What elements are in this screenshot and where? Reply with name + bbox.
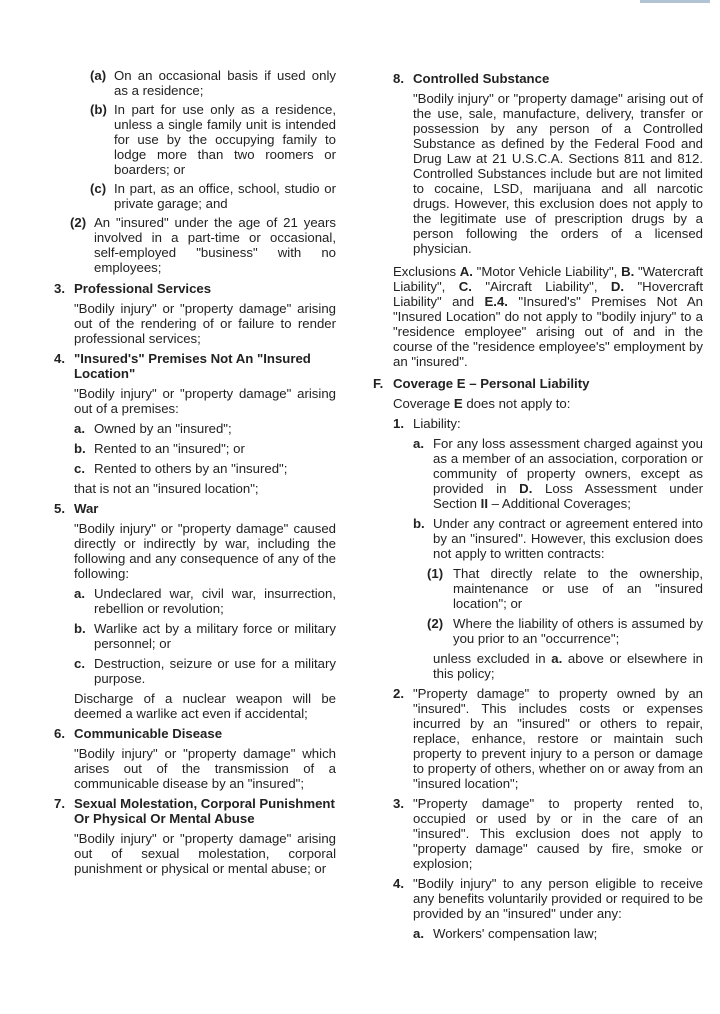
list-item xyxy=(413,436,703,511)
ref: E xyxy=(453,396,463,411)
list-item xyxy=(413,926,703,941)
section-4-body: "Bodily injury" or "property damage" arising out of a premises: xyxy=(74,386,336,416)
section-5-body: "Bodily injury" or "property damage" caused directly or indirectly by war, including the following and any consequence of any of the following: xyxy=(74,521,336,581)
section-number: 4. xyxy=(54,351,65,366)
section-title: Controlled Substance xyxy=(413,71,550,86)
text: – Additional Coverages; xyxy=(487,496,631,511)
list-text xyxy=(433,436,703,511)
section-6-body: "Bodily injury" or "property damage" which arises out of the transmission of a communicable disease by an "insured"; xyxy=(74,746,336,791)
header-rule xyxy=(640,0,710,3)
list-item xyxy=(74,621,336,651)
list-label: b. xyxy=(74,441,86,456)
subitem-text: In part for use only as a residence, unless a single family unit is intended for use by the occupying family to lodge more than two roomers or boarders; or xyxy=(114,102,336,177)
exclusions-paragraph xyxy=(393,264,703,369)
text: "Watercraft Liability", xyxy=(393,264,703,294)
item-text: "Property damage" to property owned by an "insured". This includes costs or expenses incurred by an "insured" or others to repair, replace, enhance, restore or maintain such property to prevent injury to a person or damage to property of others, whether on or away from an "insured location"; xyxy=(413,686,703,791)
text: Exclusions xyxy=(393,264,460,279)
list-text: Workers' compensation law; xyxy=(433,926,598,941)
list-item xyxy=(74,461,336,476)
list-label: b. xyxy=(413,516,425,531)
ref: a. xyxy=(551,651,563,666)
list-item xyxy=(74,656,336,686)
section-5-tail: Discharge of a nuclear weapon will be deemed a warlike act even if accidental; xyxy=(74,691,336,721)
list-text: Rented to others by an "insured"; xyxy=(94,461,288,476)
section-3-body: "Bodily injury" or "property damage" arising out of the rendering of or failure to render professional services; xyxy=(74,301,336,346)
section-title: Professional Services xyxy=(74,281,212,296)
section-8-heading xyxy=(393,71,703,86)
text: unless excluded in xyxy=(433,651,552,666)
ref: II xyxy=(480,496,488,511)
list-label: b. xyxy=(74,621,86,636)
section-title: Sexual Molestation, Corporal Punishment Or Physical Or Mental Abuse xyxy=(74,796,335,826)
liability-item-4 xyxy=(393,876,703,921)
subitem-text: In part, as an office, school, studio or private garage; and xyxy=(114,181,336,211)
list-label: a. xyxy=(413,926,424,941)
item-label: (2) xyxy=(70,215,87,230)
right-column xyxy=(373,68,703,946)
list-text: Rented to an "insured"; or xyxy=(94,441,245,456)
ref: D. xyxy=(519,481,533,496)
section-6-heading xyxy=(54,726,336,741)
text: "Aircraft Liability", xyxy=(471,279,611,294)
section-5-list xyxy=(74,586,336,686)
section-title: Communicable Disease xyxy=(74,726,223,741)
list-subitem xyxy=(427,566,703,611)
section-number: 5. xyxy=(54,501,65,516)
text: above or elsewhere in this policy; xyxy=(433,651,704,681)
section-4-list xyxy=(74,421,336,476)
ref: B. xyxy=(621,264,635,279)
subitem-b xyxy=(90,102,336,177)
section-8-body: "Bodily injury" or "property damage" arising out of the use, sale, manufacture, delivery, transfer or possession by any person of a Controlled Substance as defined by the Federal Food and Drug Law at 21 U.S.C.A. Sections 811 and 812. Controlled Substances include but are not limited to cocaine, LSD, marijuana and all narcotic drugs. However, this exclusion does not apply to the legitimate use of prescription drugs by a person following the orders of a licensed physician. xyxy=(413,91,703,256)
ref: D. xyxy=(610,279,625,294)
section-number: F. xyxy=(373,376,384,391)
text: does not apply to: xyxy=(462,396,571,411)
list-label: c. xyxy=(74,656,85,671)
ref: A. xyxy=(459,264,473,279)
ref: E.4. xyxy=(484,294,508,309)
list-label: a. xyxy=(74,421,85,436)
section-number: 3. xyxy=(54,281,65,296)
item-text: "Property damage" to property rented to, occupied or used by or in the care of an "insured". This exclusion does not apply to "property damage" caused by fire, smoke or explosion; xyxy=(413,796,703,871)
section-5-heading xyxy=(54,501,336,516)
section-number: 7. xyxy=(54,796,65,811)
item-number: 2. xyxy=(393,686,404,701)
list-text: Warlike act by a military force or military personnel; or xyxy=(94,621,336,651)
text: Coverage xyxy=(393,396,454,411)
section-number: 6. xyxy=(54,726,65,741)
item-title: Liability: xyxy=(413,416,461,431)
subitem-label: (b) xyxy=(90,102,107,117)
list-subitem xyxy=(427,616,703,646)
item-number: 4. xyxy=(393,876,404,891)
section-f-heading xyxy=(373,376,703,391)
list-label: (2) xyxy=(427,616,444,631)
liability-item-3 xyxy=(393,796,703,871)
section-7-heading xyxy=(54,796,336,826)
text: "Insured's" Premises Not An "Insured Location" do not apply to "bodily injury" to a "residence employee" arising out of and in the course of the "residence employee's" employment by an "insured". xyxy=(393,294,704,369)
section-title: Coverage E – Personal Liability xyxy=(393,376,590,391)
item-number: 1. xyxy=(393,416,404,431)
subitem-text: On an occasional basis if used only as a residence; xyxy=(114,68,336,98)
ref: C. xyxy=(458,279,472,294)
list-label: c. xyxy=(74,461,85,476)
section-title: "Insured's" Premises Not An "Insured Location" xyxy=(74,351,311,381)
list-text: Where the liability of others is assumed by you prior to an "occurrence"; xyxy=(453,616,703,646)
liability-item-1 xyxy=(393,416,703,431)
subitem-label: (a) xyxy=(90,68,107,83)
section-number: 8. xyxy=(393,71,404,86)
list-item xyxy=(413,516,703,561)
list-item xyxy=(74,421,336,436)
list-label: (1) xyxy=(427,566,444,581)
list-text: Undeclared war, civil war, insurrection, rebellion or revolution; xyxy=(94,586,336,616)
list-text: Destruction, seizure or use for a military purpose. xyxy=(94,656,336,686)
left-column xyxy=(54,68,336,881)
list-label: a. xyxy=(74,586,85,601)
list-text: Owned by an "insured"; xyxy=(94,421,232,436)
section-f-intro xyxy=(393,396,703,411)
section-4-tail: that is not an "insured location"; xyxy=(74,481,259,496)
list-item xyxy=(74,586,336,616)
item-number: 3. xyxy=(393,796,404,811)
item-2 xyxy=(70,215,336,275)
text: "Motor Vehicle Liability", xyxy=(472,264,622,279)
section-3-heading xyxy=(54,281,336,296)
list-text: That directly relate to the ownership, maintenance or use of an "insured location"; or xyxy=(453,566,703,611)
item-text: An "insured" under the age of 21 years involved in a part-time or occasional, self-employed "business" with no employees; xyxy=(94,215,336,275)
text: Loss Assessment under Section xyxy=(433,481,704,511)
list-label: a. xyxy=(413,436,424,451)
subitem-a xyxy=(90,68,336,98)
text: For any loss assessment charged against you as a member of an association, corporation or community of property owners, except as provided in xyxy=(433,436,703,496)
liability-item-2 xyxy=(393,686,703,791)
list-item xyxy=(74,441,336,456)
text: "Hovercraft Liability" and xyxy=(393,279,704,309)
list-text: Under any contract or agreement entered into by an "insured". However, this exclusion does not apply to written contracts: xyxy=(433,516,703,561)
section-title: War xyxy=(74,501,99,516)
subitem-c xyxy=(90,181,336,211)
item-text: "Bodily injury" to any person eligible to receive any benefits voluntarily provided or required to be provided by an "insured" under any: xyxy=(413,876,703,921)
subitem-label: (c) xyxy=(90,181,107,196)
section-7-body: "Bodily injury" or "property damage" arising out of sexual molestation, corporal punishment or physical or mental abuse; or xyxy=(74,831,336,876)
liability-1-tail xyxy=(433,651,703,681)
liability-1-list xyxy=(413,436,703,681)
section-4-heading xyxy=(54,351,336,381)
